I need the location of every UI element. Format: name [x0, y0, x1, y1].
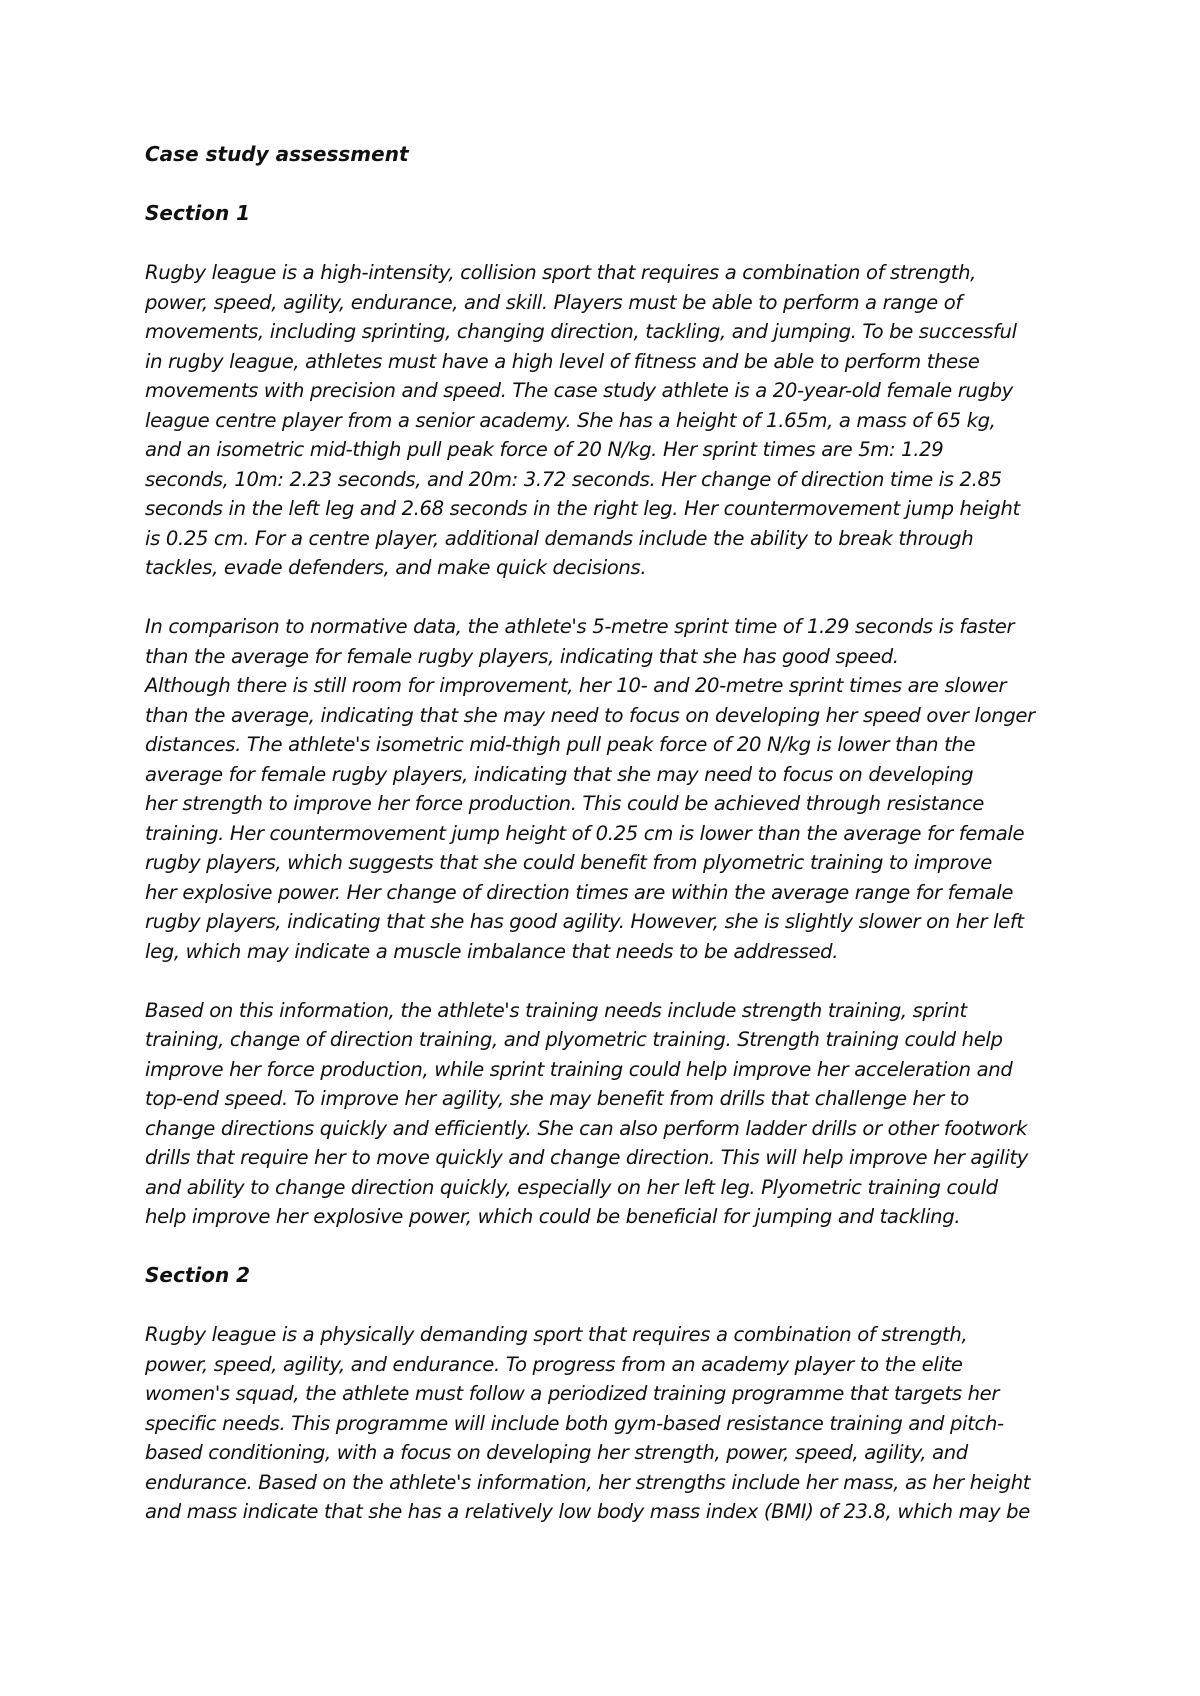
- text-line: In comparison to normative data, the athlete's 5-metre sprint time of 1.29 seconds is faster: [145, 615, 1015, 638]
- text-line: drills that require her to move quickly and change direction. This will help improve her agility: [145, 1146, 1029, 1169]
- text-line: and mass indicate that she has a relatively low body mass index (BMI) of 23.8, which may be: [145, 1500, 1030, 1523]
- text-line: tackles, evade defenders, and make quick decisions.: [145, 556, 647, 579]
- spacer: [145, 1291, 1065, 1321]
- text-line: and ability to change direction quickly, especially on her left leg. Plyometric training could: [145, 1175, 998, 1199]
- text-line: movements with precision and speed. The case study athlete is a 20-year-old female rugby: [145, 379, 1013, 402]
- section1-paragraph-1: [145, 258, 1065, 583]
- text-line: endurance. Based on the athlete's information, her strengths include her mass, as her height: [145, 1470, 1031, 1494]
- text-line: Rugby league is a physically demanding sport that requires a combination of strength,: [145, 1323, 968, 1346]
- section-1-body: [145, 258, 1065, 1232]
- spacer: [145, 583, 1065, 613]
- text-line: Based on this information, the athlete's training needs include strength training, sprint: [145, 998, 967, 1022]
- text-line: power, speed, agility, endurance, and skill. Players must be able to perform a range of: [145, 290, 962, 314]
- text-line: women's squad, the athlete must follow a periodized training programme that targets her: [145, 1382, 1000, 1405]
- text-line: top-end speed. To improve her agility, she may benefit from drills that challenge her to: [145, 1087, 969, 1110]
- spacer: [145, 170, 1065, 200]
- section1-paragraph-3: [145, 996, 1065, 1232]
- text-line: average for female rugby players, indicating that she may need to focus on developing: [145, 762, 974, 786]
- text-line: her strength to improve her force production. This could be achieved through resistance: [145, 792, 984, 815]
- text-line: training. Her countermovement jump height of 0.25 cm is lower than the average for female: [145, 821, 1025, 845]
- text-line: power, speed, agility, and endurance. To progress from an academy player to the elite: [145, 1352, 963, 1376]
- text-line: specific needs. This programme will include both gym-based resistance training and pitch-: [145, 1411, 1004, 1435]
- spacer: [145, 229, 1065, 259]
- text-line: improve her force production, while sprint training could help improve her acceleration and: [145, 1057, 1013, 1081]
- text-line: and an isometric mid-thigh pull peak force of 20 N/kg. Her sprint times are 5m: 1.29: [145, 438, 944, 461]
- text-line: is 0.25 cm. For a centre player, additional demands include the ability to break through: [145, 526, 974, 550]
- text-line: than the average for female rugby players, indicating that she has good speed.: [145, 644, 899, 668]
- document-page: [145, 140, 1065, 1527]
- text-line: rugby players, indicating that she has good agility. However, she is slightly slower on her left: [145, 910, 1024, 933]
- section-2-body: [145, 1320, 1065, 1527]
- text-line: seconds, 10m: 2.23 seconds, and 20m: 3.72 seconds. Her change of direction time is 2.85: [145, 467, 1002, 491]
- text-line: help improve her explosive power, which could be beneficial for jumping and tackling.: [145, 1205, 961, 1228]
- text-line: leg, which may indicate a muscle imbalance that needs to be addressed.: [145, 939, 839, 963]
- text-line: league centre player from a senior academy. She has a height of 1.65m, a mass of 65 kg,: [145, 408, 996, 432]
- document-title: Case study assessment: [145, 142, 409, 166]
- spacer: [145, 966, 1065, 996]
- text-line: Rugby league is a high-intensity, collision sport that requires a combination of strength,: [145, 261, 977, 284]
- section1-paragraph-2: [145, 612, 1065, 966]
- text-line: than the average, indicating that she may need to focus on developing her speed over longer: [145, 703, 1035, 727]
- text-line: in rugby league, athletes must have a high level of fitness and be able to perform these: [145, 349, 980, 373]
- text-line: change directions quickly and efficiently. She can also perform ladder drills or other footwork: [145, 1116, 1028, 1140]
- text-line: her explosive power. Her change of direction times are within the average range for female: [145, 880, 1014, 904]
- text-line: Although there is still room for improvement, her 10- and 20-metre sprint times are slower: [145, 674, 1007, 697]
- section-1-heading: Section 1: [145, 201, 251, 225]
- section2-paragraph-1: [145, 1320, 1065, 1527]
- text-line: movements, including sprinting, changing direction, tackling, and jumping. To be successful: [145, 320, 1017, 343]
- text-line: rugby players, which suggests that she could benefit from plyometric training to improve: [145, 851, 992, 874]
- text-line: training, change of direction training, and plyometric training. Strength training could help: [145, 1028, 1003, 1051]
- text-line: distances. The athlete's isometric mid-thigh pull peak force of 20 N/kg is lower than the: [145, 733, 976, 756]
- spacer: [145, 1232, 1065, 1262]
- text-line: seconds in the left leg and 2.68 seconds in the right leg. Her countermovement jump height: [145, 497, 1020, 520]
- section-2-heading: Section 2: [145, 1263, 251, 1287]
- text-line: based conditioning, with a focus on developing her strength, power, speed, agility, and: [145, 1441, 968, 1464]
